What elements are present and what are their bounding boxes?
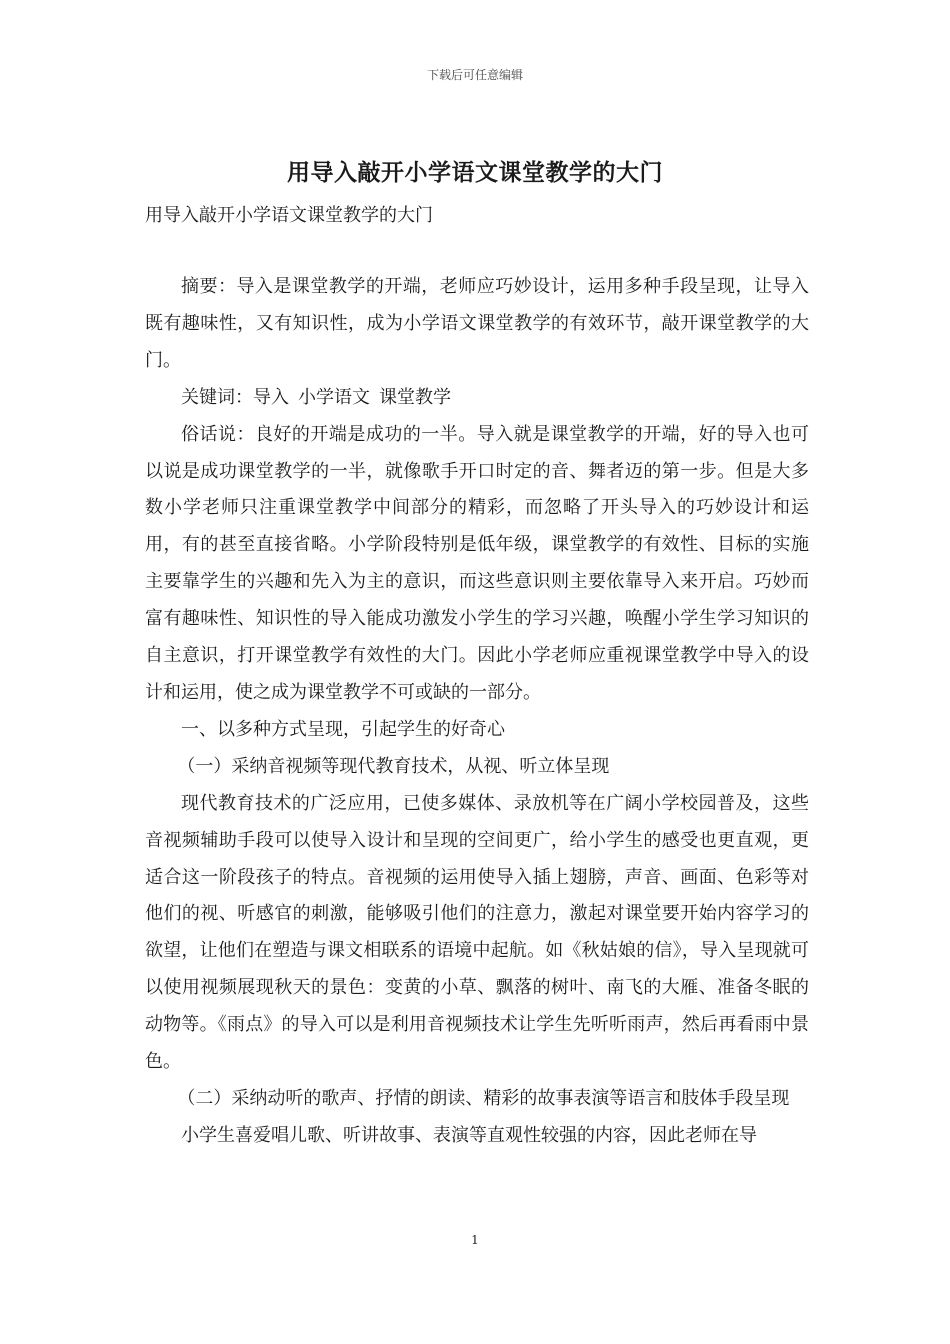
section-heading: 一、以多种方式呈现，引起学生的好奇心 [181, 718, 505, 740]
page-header: 下载后可任意编辑 [426, 68, 523, 82]
subsection-heading: （一）采纳音视频等现代教育技术，从视、听立体呈现 [177, 755, 610, 777]
document-body [145, 269, 809, 1155]
document-subtitle: 用导入敲开小学语文课堂教学的大门 [145, 205, 433, 226]
keyword-term: 课堂教学 [379, 386, 451, 408]
intro-paragraph: 俗话说：良好的开端是成功的一半。导入就是课堂教学的开端，好的导入也可以说是成功课堂教学的一半，就像歌手开口时定的音、舞者迈的第一步。但是大多数小学老师只注重课堂教学中间部分的精彩，而忽略了开头导入的巧妙设计和运用，有的甚至直接省略。小学阶段特别是低年级，课堂教学的有效性、目标的实施主要靠学生的兴趣和先入为主的意识，而这些意识则主要依靠导入来开启。巧妙而富有趣味性、知识性的导入能成功激发小学生的学习兴趣，唤醒小学生学习知识的自主意识，打开课堂教学有效性的大门。因此小学老师应重视课堂教学中导入的设计和运用，使之成为课堂教学不可或缺的一部分。 [145, 423, 809, 703]
document-title: 用导入敲开小学语文课堂教学的大门 [287, 159, 663, 186]
keyword-term: 小学语文 [298, 386, 370, 408]
body-paragraph: 小学生喜爱唱儿歌、听讲故事、表演等直观性较强的内容，因此老师在导 [181, 1124, 757, 1146]
page-number: 1 [471, 1233, 479, 1247]
keywords-label: 关键词：导入 [181, 386, 289, 408]
subsection-heading: （二）采纳动听的歌声、抒情的朗读、精彩的故事表演等语言和肢体手段呈现 [177, 1087, 790, 1109]
body-paragraph: 现代教育技术的广泛应用，已使多媒体、录放机等在广阔小学校园普及，这些音视频辅助手段可以使导入设计和呈现的空间更广，给小学生的感受也更直观，更适合这一阶段孩子的特点。音视频的运用使导入插上翅膀，声音、画面、色彩等对他们的视、听感官的刺激，能够吸引他们的注意力，激起对课堂要开始内容学习的欲望，让他们在塑造与课文相联系的语境中起航。如《秋姑娘的信》，导入呈现就可以使用视频展现秋天的景色：变黄的小草、飘落的树叶、南飞的大雁、准备冬眠的动物等。《雨点》的导入可以是利用音视频技术让学生先听听雨声，然后再看雨中景色。 [145, 792, 809, 1073]
abstract-paragraph: 摘要：导入是课堂教学的开端，老师应巧妙设计，运用多种手段呈现，让导入既有趣味性，又有知识性，成为小学语文课堂教学的有效环节，敲开课堂教学的大门。 [145, 276, 809, 371]
keywords-line [145, 380, 809, 417]
